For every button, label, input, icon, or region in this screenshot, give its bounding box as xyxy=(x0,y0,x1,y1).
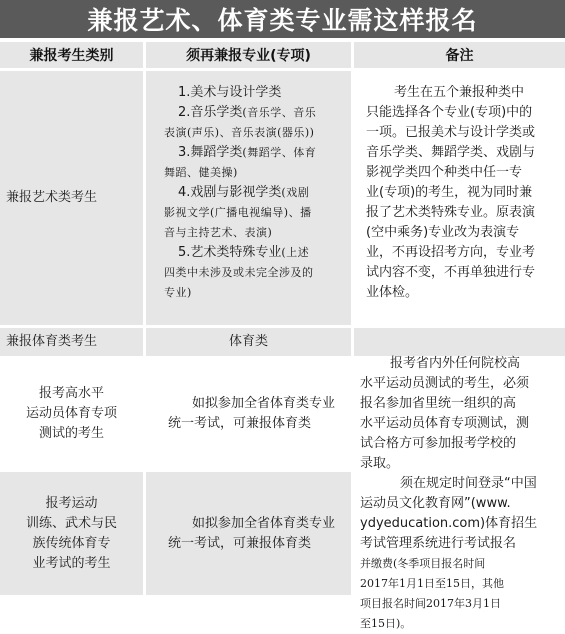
art-major-line xyxy=(164,263,347,283)
art-note-line: 业体检。 xyxy=(366,285,419,300)
sports-category-cell xyxy=(0,328,143,356)
high-level-note xyxy=(360,354,565,474)
high-level-category-cell xyxy=(0,359,143,469)
art-major-detail: (音乐学、音乐 xyxy=(242,106,317,119)
high-level-note-line: 报考省内外任何院校高 xyxy=(390,356,521,371)
art-category: 兼报艺术类考生 xyxy=(6,190,98,205)
art-major-item: 4.戏剧与影视学类 xyxy=(178,185,282,200)
art-major-detail: (戏剧 xyxy=(281,186,310,199)
art-major-detail: 音与主持艺术、表演) xyxy=(164,226,273,239)
training-category xyxy=(0,494,143,574)
art-major-cell xyxy=(146,71,351,325)
art-note-cell xyxy=(354,71,565,325)
sports-major-cell xyxy=(146,328,351,356)
header-note: 备注 xyxy=(354,42,565,68)
art-major-line xyxy=(164,223,347,243)
art-note-line: (空中乘务)专业改为表演专 xyxy=(366,225,520,240)
art-major-list xyxy=(164,83,347,303)
art-major-line xyxy=(164,283,347,303)
art-major-item: 5.艺术类特殊专业 xyxy=(178,245,282,260)
art-major-line xyxy=(164,123,347,143)
training-note-line: ydyeducation.com)体育招生 xyxy=(360,516,538,531)
training-major-line: 统一考试，可兼报体育类 xyxy=(168,535,312,551)
training-category-line: 族传统体育专 xyxy=(32,535,111,551)
training-category-line: 业考试的考生 xyxy=(32,555,111,571)
training-category-cell xyxy=(0,472,143,595)
training-note-line: 运动员文化教育网”(www. xyxy=(360,496,511,511)
art-major-item: 2.音乐学类 xyxy=(178,105,243,120)
high-level-category-line: 测试的考生 xyxy=(38,426,104,441)
art-major-item: 3.舞蹈学类 xyxy=(178,145,243,160)
art-note-line: 一项。已报美术与设计学类或 xyxy=(366,125,536,140)
art-note-line: 考生在五个兼报种类中 xyxy=(394,85,525,100)
training-note-cell xyxy=(354,472,565,630)
training-note-line: 项目报名时间2017年3月1日 xyxy=(360,597,501,610)
high-level-note-line: 录取。 xyxy=(360,456,400,471)
high-level-note-line: 试合格方可参加报考学校的 xyxy=(360,436,517,451)
page-title: 兼报艺术、体育类专业需这样报名 xyxy=(87,6,478,35)
art-major-detail: 影视文学(广播电视编导)、播 xyxy=(164,206,312,219)
training-major-line: 如拟参加全省体育类专业 xyxy=(192,515,336,531)
enrollment-table xyxy=(0,38,565,630)
training-note-line: 须在规定时间登录“中国 xyxy=(400,476,537,491)
high-level-note-line: 报名参加省里统一组织的高 xyxy=(360,396,517,411)
title-banner xyxy=(0,0,565,38)
art-major-line xyxy=(164,163,347,183)
high-level-note-line: 水平运动员体育专项测试，测 xyxy=(360,416,530,431)
art-major-detail: 四类中未涉及或未完全涉及的 xyxy=(164,266,314,279)
high-level-note-line: 水平运动员测试的考生，必须 xyxy=(360,376,530,391)
art-major-detail: 专业) xyxy=(164,286,192,299)
art-major-detail: 舞蹈、健美操) xyxy=(164,166,238,179)
high-level-major-line: 如拟参加全省体育类专业 xyxy=(192,396,336,411)
high-level-category-line: 报考高水平 xyxy=(38,386,104,401)
art-major-line xyxy=(164,143,347,163)
training-category-line: 训练、武术与民 xyxy=(25,515,117,531)
header-major: 须再兼报专业(专项) xyxy=(146,42,351,68)
art-note-line: 业(专项)的考生，视为同时兼 xyxy=(366,185,533,200)
art-major-line xyxy=(164,83,347,103)
art-category-cell xyxy=(0,71,143,325)
high-level-major xyxy=(168,394,351,434)
header-category: 兼报考生类别 xyxy=(0,42,143,68)
training-note xyxy=(360,474,565,634)
sports-category: 兼报体育类考生 xyxy=(6,334,98,349)
high-level-category xyxy=(0,384,143,444)
art-major-detail: (上述 xyxy=(281,246,310,259)
art-major-line xyxy=(164,183,347,203)
training-major-cell xyxy=(146,472,351,595)
art-note-line: 影视学类四个种类中任一专 xyxy=(366,165,523,180)
art-note-line: 音乐学类、舞蹈学类、戏剧与 xyxy=(366,145,536,160)
art-major-detail: 表演(声乐)、音乐表演(器乐)) xyxy=(164,126,315,139)
art-note xyxy=(366,83,565,303)
art-major-item: 1.美术与设计学类 xyxy=(178,85,282,100)
training-major xyxy=(168,514,351,554)
art-major-line xyxy=(164,103,347,123)
high-level-category-line: 运动员体育专项 xyxy=(25,406,117,421)
art-note-line: 只能选择各个专业(专项)中的 xyxy=(366,105,533,120)
high-level-major-cell xyxy=(146,359,351,469)
high-level-major-line: 统一考试，可兼报体育类 xyxy=(168,416,312,431)
art-major-line xyxy=(164,243,347,263)
training-note-line: 至15日)。 xyxy=(360,617,412,630)
art-note-line: 业，不再设招考方向，专业考 xyxy=(366,245,536,260)
art-major-line xyxy=(164,203,347,223)
art-note-line: 试内容不变，不再单独进行专 xyxy=(366,265,536,280)
sports-major: 体育类 xyxy=(228,334,268,349)
training-note-line: 2017年1月1日至15日，其他 xyxy=(360,577,504,590)
art-note-line: 报了艺术类特殊专业。原表演 xyxy=(366,205,536,220)
training-note-line: 考试管理系统进行考试报名 xyxy=(360,536,517,551)
training-note-line: 并缴费(冬季项目报名时间 xyxy=(360,557,486,570)
high-level-note-cell xyxy=(354,356,565,471)
sports-note-cell xyxy=(354,328,565,356)
training-category-line: 报考运动 xyxy=(45,495,98,511)
art-major-detail: (舞蹈学、体育 xyxy=(242,146,317,159)
